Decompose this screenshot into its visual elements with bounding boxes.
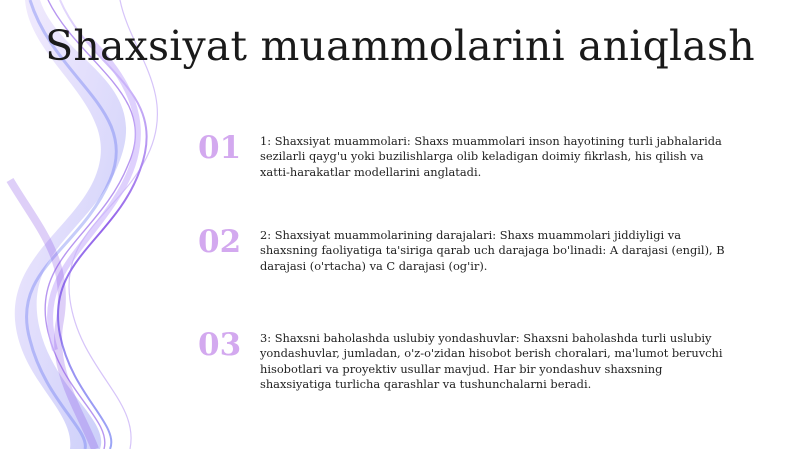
item-text: 1: Shaxsiyat muammolari: Shaxs muammolari inson hayotining turli jabhalarida sezilarli qayg'u yoki buzilishlarga olib keladigan doimiy fikrlash, his qilish va xatti-harakatlar modellarini anglatadi. <box>260 134 722 179</box>
item-text: 2: Shaxsiyat muammolarining darajalari: Shaxs muammolari jiddiyligi va shaxsning faoliyatiga ta'siriga qarab uch darajaga bo'linadi: A darajasi (engil), B darajasi (o'rtacha) va C darajasi (og'ir). <box>260 228 725 273</box>
item-text: 3: Shaxsni baholashda uslubiy yondashuvlar: Shaxsni baholashda turli uslubiy yondashuvlar, jumladan, o'z-o'zidan hisobot berish choralari, ma'lumot beruvchi hisobotlari va proyektiv usullar mavjud. Har bir yondashuv shaxsning shaxsiyatiga turlicha qarashlar va tushunchalarni beradi. <box>260 331 723 391</box>
item-number: 03 <box>198 327 242 363</box>
item-number: 01 <box>198 130 242 166</box>
item-number: 02 <box>198 224 242 260</box>
slide-title: Shaxsiyat muammolarini aniqlash <box>45 22 755 70</box>
